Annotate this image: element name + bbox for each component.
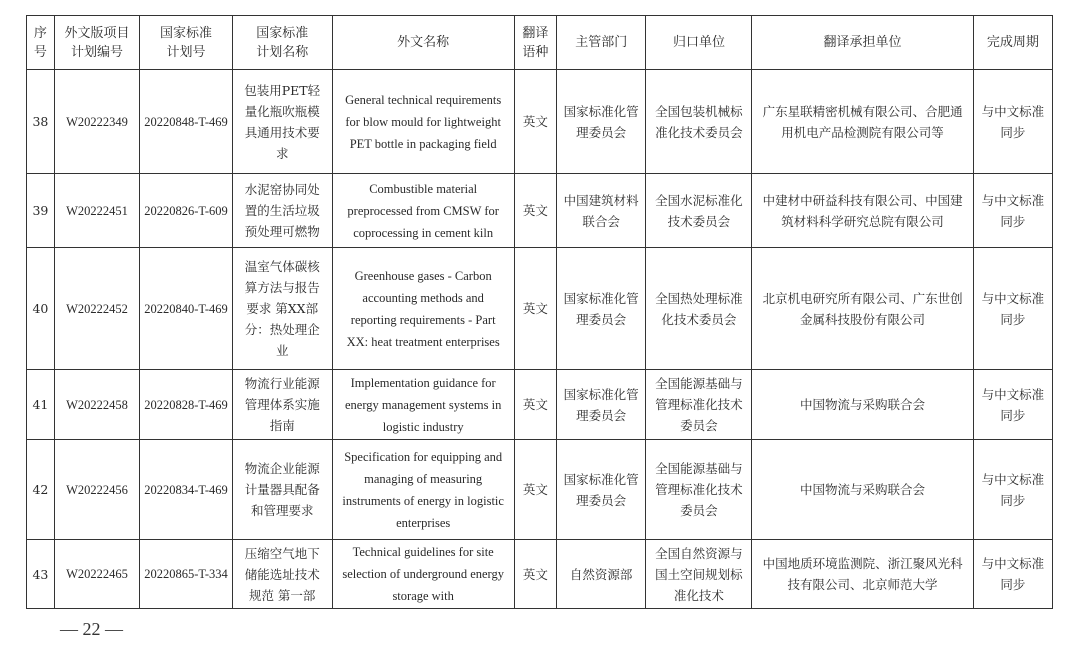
standards-table [26,15,1053,609]
cell-unit: 全国能源基础与管理标准化技术委员会 [646,370,752,440]
cell-translator: 中国物流与采购联合会 [752,440,973,540]
header-unit: 归口单位 [646,16,752,70]
cell-foreign-no: W20222465 [54,540,139,609]
cell-dept: 中国建筑材料联合会 [556,174,646,248]
cell-unit: 全国水泥标准化技术委员会 [646,174,752,248]
cell-translator: 北京机电研究所有限公司、广东世创金属科技股份有限公司 [752,248,973,370]
cell-dept: 国家标准化管理委员会 [556,370,646,440]
cell-period: 与中文标准同步 [973,70,1052,174]
cell-translator: 中国物流与采购联合会 [752,370,973,440]
header-period: 完成周期 [973,16,1052,70]
cell-unit: 全国能源基础与管理标准化技术委员会 [646,440,752,540]
cell-name: 温室气体碳核算方法与报告要求 第XX部分：热处理企业 [232,248,332,370]
cell-seq: 38 [27,70,55,174]
cell-period: 与中文标准同步 [973,370,1052,440]
cell-dept: 国家标准化管理委员会 [556,70,646,174]
cell-period: 与中文标准同步 [973,440,1052,540]
header-foreign-no: 外文版项目计划编号 [54,16,139,70]
table-row [27,540,1053,609]
cell-seq: 40 [27,248,55,370]
cell-dept: 国家标准化管理委员会 [556,248,646,370]
cell-seq: 42 [27,440,55,540]
cell-lang: 英文 [514,248,556,370]
cell-plan-no: 20220865-T-334 [140,540,233,609]
cell-foreign-name: Combustible material preprocessed from CMSW for coprocessing in cement kiln [332,174,514,248]
cell-plan-no: 20220848-T-469 [140,70,233,174]
cell-name: 物流企业能源计量器具配备和管理要求 [232,440,332,540]
cell-seq: 41 [27,370,55,440]
table-row [27,370,1053,440]
cell-dept: 自然资源部 [556,540,646,609]
cell-name: 水泥窑协同处置的生活垃圾预处理可燃物 [232,174,332,248]
cell-name: 物流行业能源管理体系实施指南 [232,370,332,440]
cell-foreign-no: W20222452 [54,248,139,370]
cell-unit: 全国包装机械标准化技术委员会 [646,70,752,174]
cell-plan-no: 20220828-T-469 [140,370,233,440]
cell-period: 与中文标准同步 [973,248,1052,370]
cell-lang: 英文 [514,174,556,248]
cell-plan-no: 20220826-T-609 [140,174,233,248]
cell-seq: 43 [27,540,55,609]
page-number: — 22 — [60,619,123,639]
cell-foreign-no: W20222451 [54,174,139,248]
cell-lang: 英文 [514,70,556,174]
cell-foreign-name: Specification for equipping and managing of measuring instruments of energy in logistic enterprises [332,440,514,540]
cell-unit: 全国自然资源与国土空间规划标准化技术 [646,540,752,609]
header-name: 国家标准计划名称 [232,16,332,70]
header-seq: 序号 [27,16,55,70]
cell-period: 与中文标准同步 [973,540,1052,609]
header-dept: 主管部门 [556,16,646,70]
header-foreign-name: 外文名称 [332,16,514,70]
cell-translator: 广东星联精密机械有限公司、合肥通用机电产品检测院有限公司等 [752,70,973,174]
cell-name: 压缩空气地下储能选址技术规范 第一部 [232,540,332,609]
header-lang: 翻译语种 [514,16,556,70]
cell-foreign-no: W20222458 [54,370,139,440]
table-row [27,440,1053,540]
cell-dept: 国家标准化管理委员会 [556,440,646,540]
cell-lang: 英文 [514,370,556,440]
table-row [27,174,1053,248]
cell-lang: 英文 [514,440,556,540]
cell-period: 与中文标准同步 [973,174,1052,248]
cell-unit: 全国热处理标准化技术委员会 [646,248,752,370]
cell-translator: 中建材中研益科技有限公司、中国建筑材料科学研究总院有限公司 [752,174,973,248]
cell-plan-no: 20220840-T-469 [140,248,233,370]
cell-foreign-name: General technical requirements for blow mould for lightweight PET bottle in packaging field [332,70,514,174]
cell-foreign-name: Greenhouse gases - Carbon accounting methods and reporting requirements - Part XX: heat treatment enterprises [332,248,514,370]
cell-seq: 39 [27,174,55,248]
header-plan-no: 国家标准计划号 [140,16,233,70]
cell-foreign-no: W20222349 [54,70,139,174]
cell-foreign-no: W20222456 [54,440,139,540]
cell-translator: 中国地质环境监测院、浙江聚风光科技有限公司、北京师范大学 [752,540,973,609]
table-header-row [27,16,1053,70]
table-row [27,70,1053,174]
cell-lang: 英文 [514,540,556,609]
cell-foreign-name: Technical guidelines for site selection of underground energy storage with [332,540,514,609]
header-translator: 翻译承担单位 [752,16,973,70]
cell-name: 包装用PET轻量化瓶吹瓶模具通用技术要求 [232,70,332,174]
cell-foreign-name: Implementation guidance for energy management systems in logistic industry [332,370,514,440]
cell-plan-no: 20220834-T-469 [140,440,233,540]
table-row [27,248,1053,370]
